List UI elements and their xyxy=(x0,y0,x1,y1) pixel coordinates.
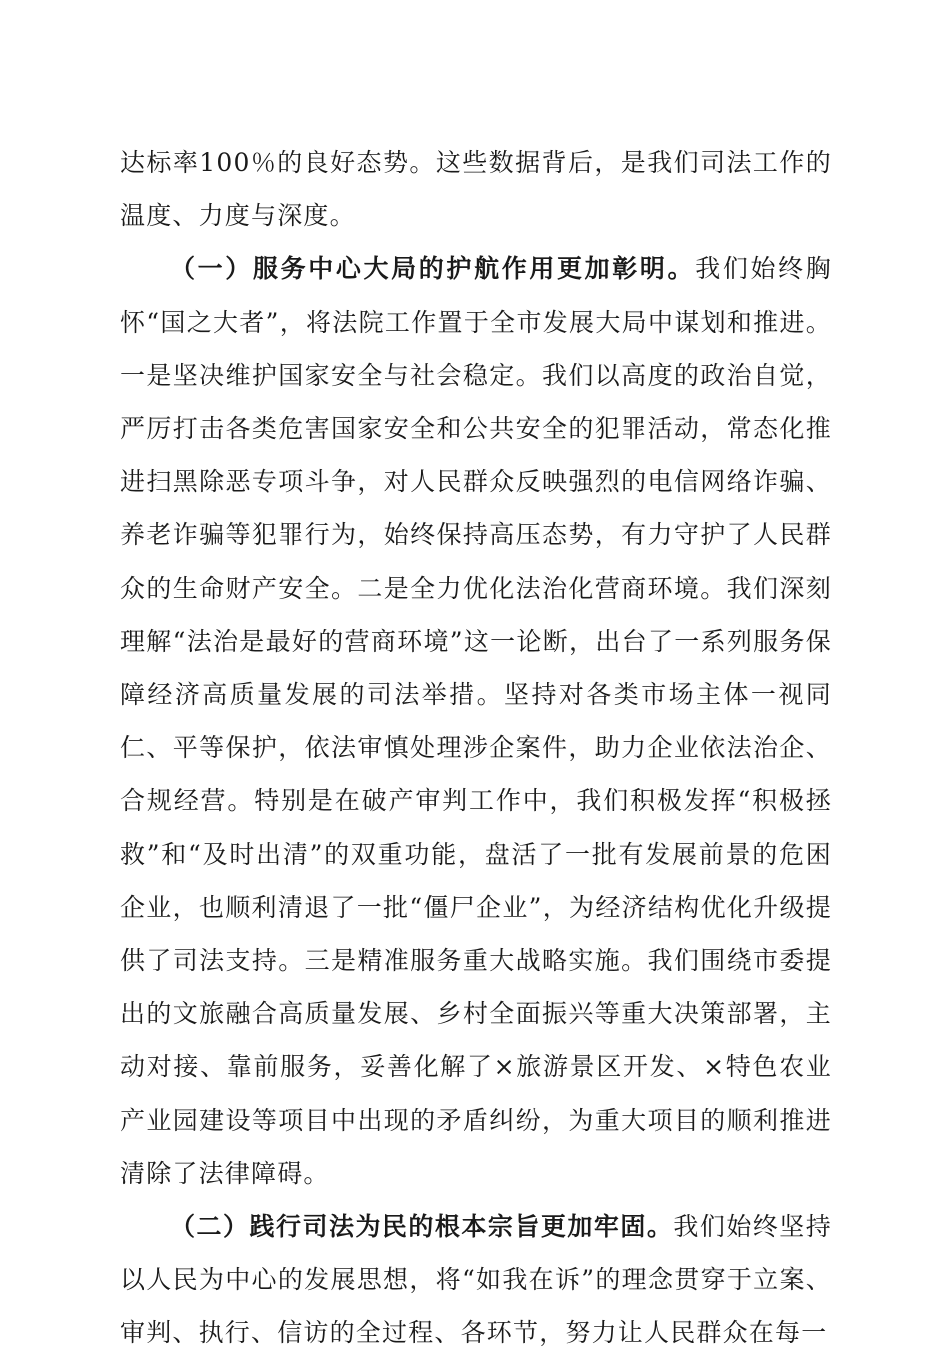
section-2-heading: （二）践行司法为民的根本宗旨更加牢固。 xyxy=(170,1212,674,1242)
paragraph-intro: 达标率100％的良好态势。这些数据背后，是我们司法工作的温度、力度与深度。 xyxy=(120,148,832,231)
document-body xyxy=(120,136,832,1360)
paragraph-section-1 xyxy=(120,242,832,1200)
section-2-body: 我们始终坚持以人民为中心的发展思想，将“如我在诉”的理念贯穿于立案、审判、执行、信访的全过程、各环节，努力让人民群众在每一 xyxy=(120,1212,832,1348)
paragraph-section-2 xyxy=(120,1200,832,1360)
section-1-heading: （一）服务中心大局的护航作用更加彰明。 xyxy=(170,254,696,284)
section-1-body: 我们始终胸怀“国之大者”，将法院工作置于全市发展大局中谋划和推进。一是坚决维护国家安全与社会稳定。我们以高度的政治自觉，严厉打击各类危害国家安全和公共安全的犯罪活动，常态化推进扫黑除恶专项斗争，对人民群众反映强烈的电信网络诈骗、养老诈骗等犯罪行为，始终保持高压态势，有力守护了人民群众的生命财产安全。二是全力优化法治化营商环境。我们深刻理解“法治是最好的营商环境”这一论断，出台了一系列服务保障经济高质量发展的司法举措。坚持对各类市场主体一视同仁、平等保护，依法审慎处理涉企案件，助力企业依法治企、合规经营。特别是在破产审判工作中，我们积极发挥“积极拯救”和“及时出清”的双重功能，盘活了一批有发展前景的危困企业，也顺利清退了一批“僵尸企业”，为经济结构优化升级提供了司法支持。三是精准服务重大战略实施。我们围绕市委提出的文旅融合高质量发展、乡村全面振兴等重大决策部署，主动对接、靠前服务，妥善化解了×旅游景区开发、×特色农业产业园建设等项目中出现的矛盾纠纷，为重大项目的顺利推进清除了法律障碍。 xyxy=(120,254,832,1188)
